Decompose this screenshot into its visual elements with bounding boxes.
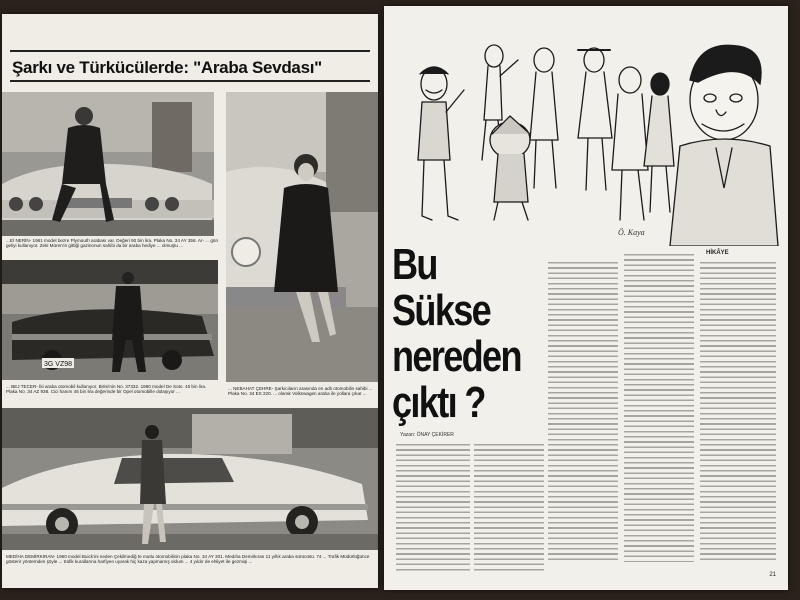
text-column-intro-a <box>396 444 470 574</box>
photo-woman-at-car-door-image <box>2 408 378 550</box>
right-magazine-page <box>384 6 788 590</box>
license-plate-text: 3G VZ98 <box>44 361 73 368</box>
text-column-intro-b <box>474 444 544 574</box>
story-title-line-1: Bu Sükse <box>392 240 491 335</box>
section-label: HİKÂYE <box>706 250 729 256</box>
headline-bottom-rule <box>10 80 370 82</box>
page-number: 21 <box>769 572 776 578</box>
story-title <box>392 242 523 426</box>
page-headline: Şarkı ve Türkücülerde: "Araba Sevdası" <box>12 58 322 77</box>
cartoon-crowd-drawing <box>398 20 780 246</box>
caption-middle-right: ... NEBAHAT ÇEHRE- Şarkıcıların arasında en adlı otomobilin sahibi ... Plaka No. 34 ES 220. ... olarak Volkswagen araba ile yollara çıkar ... <box>228 386 373 397</box>
text-column-2 <box>624 254 694 562</box>
photo-woman-with-car <box>226 92 378 382</box>
caption-bottom: MEDİHA DEMİRKIRAN- 1960 model Buick'ini neden Çekilmediğ te mutlu otomobilinin plaka No. 34 AY 301. Medıha Demirkıran 11 yıllık araba sürücüsü. 74 ... Trafik Müdürlüğünce gösterir yöntemden şöyle ... trafik kurallarına harfiyen uyarak hiç kaza yapmamış oldum ... 4 yıldır de ehliyet ile gezmişi ... <box>6 554 370 565</box>
cartoon-illustration <box>398 20 780 246</box>
left-magazine-page <box>2 14 378 588</box>
author-byline: Yazan: ÖNAY ÇEKİRER <box>400 432 454 438</box>
photo-woman-at-car-door <box>2 408 378 550</box>
photo-man-on-car <box>2 92 214 236</box>
text-column-3 <box>700 262 776 562</box>
photo-man-on-car-image <box>2 92 214 236</box>
story-title-line-2: nereden <box>392 332 521 381</box>
text-column-1 <box>548 262 618 562</box>
headline-top-rule <box>10 50 370 52</box>
photo-woman-with-car-image <box>226 92 378 382</box>
caption-top-left: ...Eİ NERİN- 1961 model bezre Plymouth arabası var. Değeri 50 bin lira. Plaka No. 34 AY 356. Ar- ... gün geliyi kullanıyor. Zeki Müren'in gittiği gazinonun sahibi da bir araba hediye ... olmuştu ... <box>6 238 218 249</box>
illustrator-signature: Ö. Kaya <box>618 228 645 237</box>
photo-man-with-dark-car <box>2 260 218 380</box>
photo-man-with-dark-car-image <box>2 260 218 380</box>
caption-middle-left: ... BEJ TECER- İki araba otomobil kullanıyor. Birisi'nin No. 37332. 1960 model De Soto. 45 bin lira. Plaka No. 34 AZ 938. Cici hanım 45 bin lira değerinde bir Opel otomobille dolaşıyor ... <box>6 384 207 395</box>
story-title-line-3: çıktı ? <box>392 378 485 427</box>
